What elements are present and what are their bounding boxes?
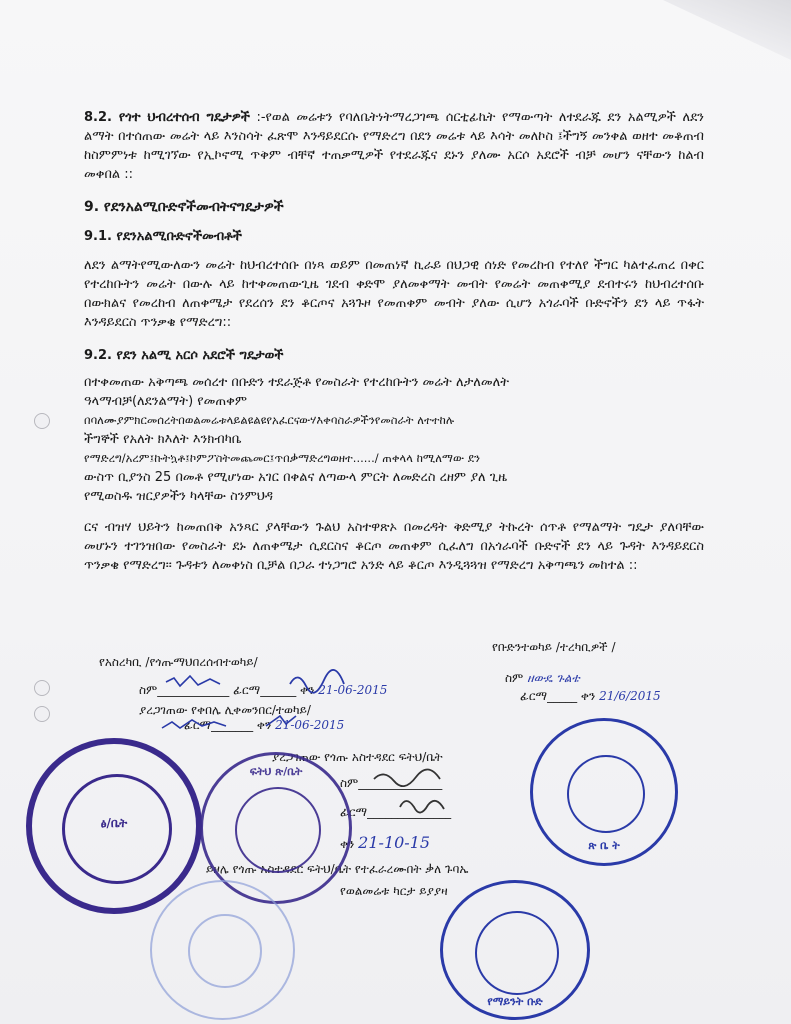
stamp-text: የማይንት ቡድ bbox=[487, 995, 543, 1008]
stamp-ring bbox=[567, 755, 645, 833]
section-91-heading: 9.1. የደንአልሚቡድኖችመብቶች bbox=[84, 229, 242, 244]
punch-hole bbox=[34, 413, 50, 429]
sign-row-group: ፊርማ_____ ቀን 21/6/2015 bbox=[520, 689, 661, 703]
stamp-text: ጽ ቤ ት bbox=[588, 839, 620, 852]
date-label: ቀን bbox=[340, 837, 355, 851]
section-82-heading: 8.2. የጎተ ህብረተሰብ ግዴታዎች bbox=[84, 110, 250, 125]
sign-label: ፊርማ bbox=[340, 805, 368, 819]
stamp-faint bbox=[150, 880, 295, 1020]
stamp-ring bbox=[235, 787, 321, 873]
section-82 bbox=[84, 108, 704, 184]
name-row-2: ፊርማ_______ ቀን 21-06-2015 bbox=[184, 718, 345, 732]
name-label: ስም bbox=[340, 776, 359, 790]
section-92-line: የሚወስዱ ዝርያዎችን ካላቸው ስንምህዳ bbox=[84, 489, 274, 504]
section-92-line: የማድረግ/አረም፤ኩትኳቶ፤ኮምፖስትመጨመር፤ጥበቃማድረግወዘተ....../ ጠቀላላ ከሚለማው ደን bbox=[84, 451, 480, 465]
name-row-group bbox=[505, 671, 580, 686]
stamp-bottom bbox=[440, 880, 590, 1020]
section-92-para2: ርና ብዝሃ ህይትን ከመጠበቅ አንጻር ያላቸውን ጉልህ አስተዋጽኦ በመረዳት ቅድሚያ ትኩረት ሰጥቶ የማልማት ግዴታ ያለባቸው መሆኑን ተገንዝበው የመስራት ደኑ ለጠቀሜታ ሲደርስና ቆርጦ መጠቀም ሲፈለግ በአጎራባች ቡድኖች ደን ላይ ጉዳት እንዳይደርስ ጥንቃቄ የማድረግ፡፡ ጉዳቱን ለመቀነስ ቢቻል በጋራ ተነጋግሮ አንድ ላይ ቆርጦ እንዲጓጓዝ የማድረግ አቅጣጫን መከተል :: bbox=[84, 520, 704, 573]
date-handwritten: 21-06-2015 bbox=[275, 718, 345, 732]
group-date-handwritten: 21/6/2015 bbox=[599, 689, 661, 703]
name-label: ስም bbox=[139, 683, 158, 697]
date-label: ቀን bbox=[256, 718, 272, 732]
punch-hole bbox=[34, 680, 50, 696]
court-date-row bbox=[340, 833, 430, 852]
date-label: ቀን bbox=[300, 683, 315, 697]
note-line: ይዞሌ የጎጡ አስተዳደር ፍትህ/ቤት የተፈራረሙበት ቃለ ጉባኤ bbox=[206, 862, 469, 876]
sign-label: ፊርማ bbox=[520, 689, 548, 703]
sign-label: ፊርማ bbox=[233, 683, 261, 697]
official-label: ያረጋገጠው የቀበሌ ሊቀመንበር/ተወካይ/ bbox=[139, 703, 311, 717]
group-label: የቡድንተወካይ /ተረካቢዎች / bbox=[492, 640, 616, 654]
community-label: የአስረካቢ /የጎጡማህበረሰብተወካይ/ bbox=[99, 655, 258, 669]
court-date-handwritten: 21-10-15 bbox=[358, 833, 431, 852]
section-82-body: :-የወል መሬቱን የባለቤትነትማረጋገጫ ሰርቲፊኬት የማውጣት ለተደራጁ ደን አልሚዎች ለደን ልማት በተሰጠው መሬት ላይ እንስሳት ፈጽሞ እንዳይደርሱ የማድረግ በደን መሬቱ ላይ እሳት መለኮስ ፤ችግኝ መንቀል ወዘተ መቆጠብ ከስምምነቱ ከሚገኘው የኢኮኖሚ ጥቅም ብቸኛ ተጠቃሚዎች የተደራጁና ደኑን ያለሙ አርሶ አደሮች ብቻ መሆን ናቸውን ከልብ መቀበል :: bbox=[84, 110, 704, 182]
stamp-left bbox=[26, 738, 202, 914]
sign-label: ፊርማ bbox=[184, 718, 212, 732]
section-92-line: ዓላማብቻ(ለደንልማት) የመጠቀም bbox=[84, 394, 248, 409]
name-row-1: ስም____________ ፊርማ______ ቀን 21-06-2015 bbox=[139, 683, 388, 697]
court-name-row: ስም______________ bbox=[340, 776, 443, 790]
stamp-ring bbox=[188, 914, 262, 988]
stamp-ring bbox=[475, 911, 559, 995]
court-signatures bbox=[360, 765, 500, 835]
stamp-right bbox=[530, 718, 678, 866]
section-92-line: ውስጥ ቢያንስ 25 በመቶ የሚሆነው አገር በቀልና ለጣውላ ምርት ለመድረስ ረዘም ያለ ጊዜ bbox=[84, 470, 507, 485]
court-sign-row: ፊርማ______________ bbox=[340, 805, 452, 819]
section-92-line: በባለሙያምክርመሰረትበወልመሬቱላይልዩልዩየአፈርናውሃእቀባስራዎችንየመስራት ለተተከሉ bbox=[84, 413, 455, 427]
section-91-body: ለደን ልማትየሚውለውን መሬት ከህብረተሰቡ በነጻ ወይም በመጠነኛ ኪራይ በህጋዊ ሰነድ የመረከብ የተለየ ችግር ካልተፈጠረ በቀር የተረከቡትን መሬት በውሉ ላይ ከተቀመጠውጊዜ ገደብ ቀድሞ ያለመቀማት መብት የመሬት መጠቀሚያ ደብተሩን ከህብረተሰቡ በውክልና የመረከብ ለጠቀሜታ የደረሰን ደን ቆርጦና አጓጉዞ የመጠቀም መብት ያለው ሲሆን አጎራባች ቡድኖችን ደን ላይ ጥፋት እንዳይደርስ ጥንቃቄ የማድረግ:: bbox=[84, 258, 704, 330]
stamp-text: ፅ/ቤት bbox=[100, 816, 128, 830]
section-9-heading: 9. የደንአልሚቡድኖችመብትናግዴታዎች bbox=[84, 199, 284, 215]
group-name-handwritten: ዘውዴ ጉልቴ bbox=[527, 671, 580, 685]
stamp-text: ፍትህ ጽ/ቤት bbox=[249, 765, 303, 778]
court-label: ያረጋገጠው የጎጡ አስተዳደር ፍትህ/ቤት bbox=[272, 750, 443, 764]
document-body bbox=[84, 98, 704, 575]
note-line-2: የወልመሬቱ ካርታ ይያያዛ bbox=[340, 884, 448, 898]
date-label: ቀን bbox=[580, 689, 596, 703]
date-handwritten: 21-06-2015 bbox=[318, 683, 388, 697]
section-92-line: ችግኞች የአለት ክእለት እንክብካቤ bbox=[84, 432, 242, 447]
section-92-lines bbox=[84, 373, 704, 506]
section-92-line: በተቀመጠው አቅጣጫ መሰረተ በቡድን ተደራጅቶ የመስራት የተረከቡትን መሬት ለታለመለት bbox=[84, 375, 510, 390]
signature-scribbles bbox=[160, 668, 490, 748]
punch-hole bbox=[34, 706, 50, 722]
section-92-heading: 9.2. የደን አልሚ አርሶ አደሮች ግዴታወች bbox=[84, 348, 284, 363]
name-label: ስም bbox=[505, 671, 524, 685]
